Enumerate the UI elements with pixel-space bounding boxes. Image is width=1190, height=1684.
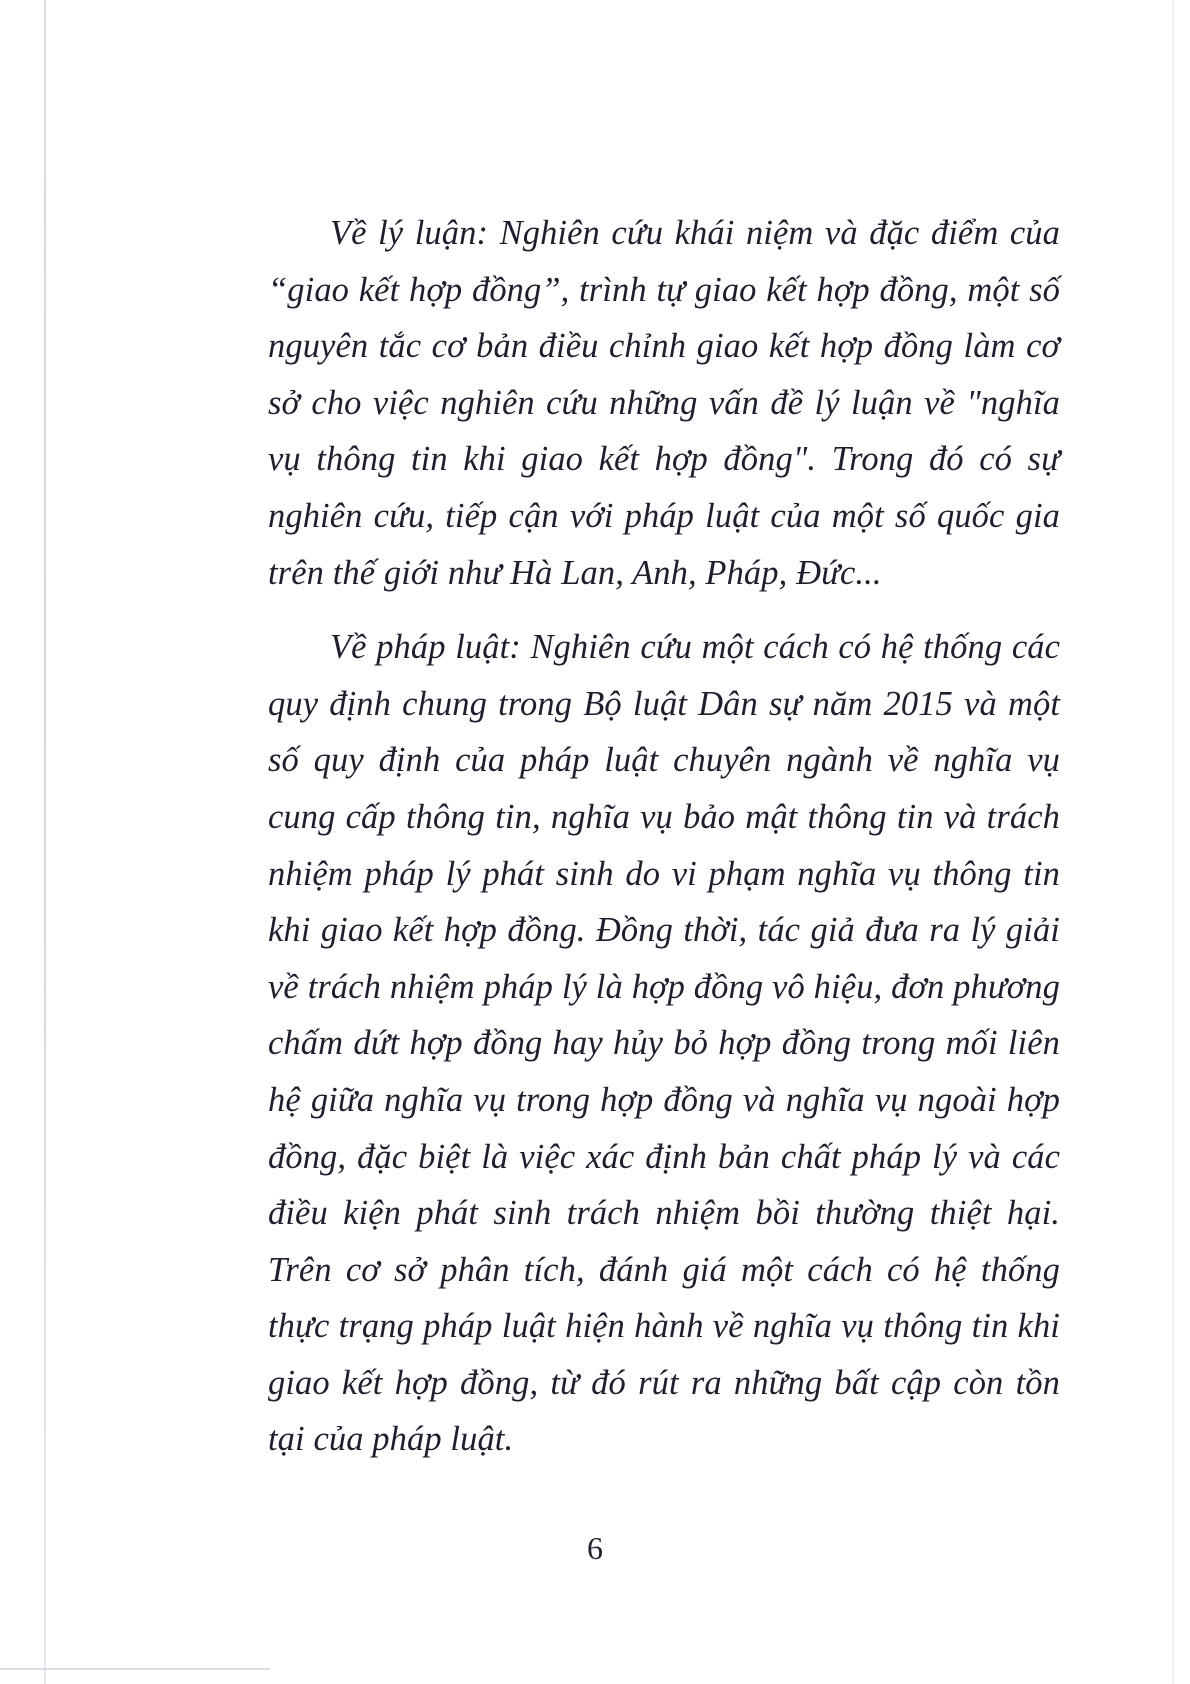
scan-edge-left: [44, 0, 46, 1684]
paragraph-theory: Về lý luận: Nghiên cứu khái niệm và đặc điểm của “giao kết hợp đồng”, trình tự giao kết hợp đồng, một số nguyên tắc cơ bản điều chỉnh giao kết hợp đồng làm cơ sở cho việc nghiên cứu những vấn đề lý luận về "nghĩa vụ thông tin khi giao kết hợp đồng". Trong đó có sự nghiên cứu, tiếp cận với pháp luật của một số quốc gia trên thế giới như Hà Lan, Anh, Pháp, Đức...: [268, 214, 1060, 592]
scan-edge-right: [1172, 0, 1174, 1684]
scan-edge-bottom: [0, 1668, 270, 1670]
paragraph-law: Về pháp luật: Nghiên cứu một cách có hệ thống các quy định chung trong Bộ luật Dân sự năm 2015 và một số quy định của pháp luật chuyên ngành về nghĩa vụ cung cấp thông tin, nghĩa vụ bảo mật thông tin và trách nhiệm pháp lý phát sinh do vi phạm nghĩa vụ thông tin khi giao kết hợp đồng. Đồng thời, tác giả đưa ra lý giải về trách nhiệm pháp lý là hợp đồng vô hiệu, đơn phương chấm dứt hợp đồng hay hủy bỏ hợp đồng trong mối liên hệ giữa nghĩa vụ trong hợp đồng và nghĩa vụ ngoài hợp đồng, đặc biệt là việc xác định bản chất pháp lý và các điều kiện phát sinh trách nhiệm bồi thường thiệt hại. Trên cơ sở phân tích, đánh giá một cách có hệ thống thực trạng pháp luật hiện hành về nghĩa vụ thông tin khi giao kết hợp đồng, từ đó rút ra những bất cập còn tồn tại của pháp luật.: [268, 628, 1060, 1459]
page-number: 6: [587, 1530, 603, 1566]
page-body: [268, 205, 1060, 1486]
